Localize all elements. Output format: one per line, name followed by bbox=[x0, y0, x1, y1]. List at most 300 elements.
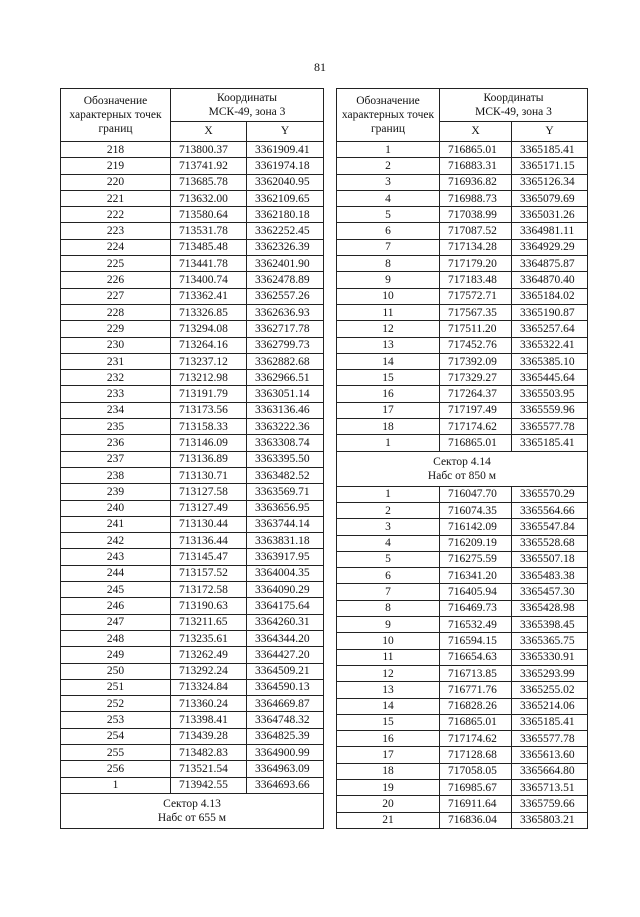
coord-x: 713326.85 bbox=[171, 304, 247, 320]
coord-x: 713127.49 bbox=[171, 500, 247, 516]
coord-x: 713400.74 bbox=[171, 272, 247, 288]
coord-y: 3365385.10 bbox=[512, 353, 588, 369]
point-number: 1 bbox=[61, 777, 171, 793]
point-number: 236 bbox=[61, 435, 171, 451]
coord-y: 3363222.36 bbox=[247, 419, 324, 435]
coord-y: 3365483.38 bbox=[512, 568, 588, 584]
coord-x: 716047.70 bbox=[440, 486, 512, 502]
coord-x: 716341.20 bbox=[440, 568, 512, 584]
point-number: 21 bbox=[337, 812, 440, 828]
coord-x: 716654.63 bbox=[440, 649, 512, 665]
table-row bbox=[337, 386, 588, 402]
table-row bbox=[337, 337, 588, 353]
table-row bbox=[337, 731, 588, 747]
section-subtitle: Набс от 850 м bbox=[427, 469, 497, 482]
table-row bbox=[337, 142, 588, 158]
coord-y: 3365547.84 bbox=[512, 519, 588, 535]
header-coordinates bbox=[171, 89, 324, 122]
coord-y: 3365257.64 bbox=[512, 321, 588, 337]
table-row bbox=[61, 516, 324, 532]
coord-x: 713360.24 bbox=[171, 696, 247, 712]
left-table-body bbox=[61, 142, 324, 794]
table-row bbox=[337, 402, 588, 418]
coord-x: 713158.33 bbox=[171, 419, 247, 435]
coord-y: 3365293.99 bbox=[512, 665, 588, 681]
coord-y: 3365664.80 bbox=[512, 763, 588, 779]
coord-x: 713136.89 bbox=[171, 451, 247, 467]
table-row bbox=[61, 435, 324, 451]
coord-y: 3362882.68 bbox=[247, 353, 324, 369]
coord-x: 713942.55 bbox=[171, 777, 247, 793]
coord-x: 717087.52 bbox=[440, 223, 512, 239]
point-number: 241 bbox=[61, 516, 171, 532]
table-row bbox=[61, 337, 324, 353]
coord-y: 3361909.41 bbox=[247, 142, 324, 158]
section-header-4-13 bbox=[61, 793, 324, 828]
point-number: 19 bbox=[337, 779, 440, 795]
table-row bbox=[337, 779, 588, 795]
table-row bbox=[337, 174, 588, 190]
coord-y: 3364669.87 bbox=[247, 696, 324, 712]
table-row bbox=[337, 796, 588, 812]
coord-x: 716209.19 bbox=[440, 535, 512, 551]
point-number: 249 bbox=[61, 647, 171, 663]
point-number: 223 bbox=[61, 223, 171, 239]
point-number: 5 bbox=[337, 551, 440, 567]
page-number: 81 bbox=[314, 60, 326, 74]
coord-y: 3365457.30 bbox=[512, 584, 588, 600]
coord-y: 3363395.50 bbox=[247, 451, 324, 467]
coord-y: 3363656.95 bbox=[247, 500, 324, 516]
coord-x: 716911.64 bbox=[440, 796, 512, 812]
coord-y: 3365322.41 bbox=[512, 337, 588, 353]
point-number: 5 bbox=[337, 207, 440, 223]
coord-y: 3365185.41 bbox=[512, 142, 588, 158]
point-number: 250 bbox=[61, 663, 171, 679]
header-coords-system: МСК-49, зона 3 bbox=[208, 105, 286, 118]
table-row bbox=[337, 633, 588, 649]
coord-y: 3365184.02 bbox=[512, 288, 588, 304]
coord-x: 713157.52 bbox=[171, 565, 247, 581]
point-number: 18 bbox=[337, 419, 440, 435]
point-number: 255 bbox=[61, 744, 171, 760]
table-row bbox=[61, 451, 324, 467]
table-row bbox=[337, 682, 588, 698]
coord-y: 3365185.41 bbox=[512, 714, 588, 730]
point-number: 220 bbox=[61, 174, 171, 190]
coord-x: 713441.78 bbox=[171, 256, 247, 272]
coord-y: 3364260.31 bbox=[247, 614, 324, 630]
header-coords-title: Координаты bbox=[483, 91, 544, 104]
coord-x: 713237.12 bbox=[171, 353, 247, 369]
point-number: 6 bbox=[337, 568, 440, 584]
point-number: 14 bbox=[337, 353, 440, 369]
table-row bbox=[61, 565, 324, 581]
table-row bbox=[61, 614, 324, 630]
coord-x: 713130.71 bbox=[171, 467, 247, 483]
coord-y: 3364175.64 bbox=[247, 598, 324, 614]
point-number: 1 bbox=[337, 142, 440, 158]
table-row bbox=[61, 370, 324, 386]
coord-x: 713190.63 bbox=[171, 598, 247, 614]
point-number: 229 bbox=[61, 321, 171, 337]
coord-y: 3362966.51 bbox=[247, 370, 324, 386]
point-number: 231 bbox=[61, 353, 171, 369]
coord-x: 717179.20 bbox=[440, 256, 512, 272]
coord-y: 3362717.78 bbox=[247, 321, 324, 337]
coord-x: 716985.67 bbox=[440, 779, 512, 795]
table-row bbox=[337, 419, 588, 435]
section-row-4-13 bbox=[61, 793, 324, 828]
table-row bbox=[337, 600, 588, 616]
coord-x: 716936.82 bbox=[440, 174, 512, 190]
table-row bbox=[61, 777, 324, 793]
table-row bbox=[61, 353, 324, 369]
coordinates-table-right bbox=[336, 88, 588, 829]
table-row bbox=[61, 712, 324, 728]
coord-y: 3364963.09 bbox=[247, 761, 324, 777]
coord-x: 713531.78 bbox=[171, 223, 247, 239]
point-number: 219 bbox=[61, 158, 171, 174]
point-number: 240 bbox=[61, 500, 171, 516]
coord-x: 713292.24 bbox=[171, 663, 247, 679]
coord-x: 716275.59 bbox=[440, 551, 512, 567]
coord-x: 716865.01 bbox=[440, 714, 512, 730]
table-row bbox=[61, 533, 324, 549]
coord-y: 3365171.15 bbox=[512, 158, 588, 174]
coord-y: 3363051.14 bbox=[247, 386, 324, 402]
coord-x: 717511.20 bbox=[440, 321, 512, 337]
table-row bbox=[337, 256, 588, 272]
coord-x: 717038.99 bbox=[440, 207, 512, 223]
table-row bbox=[61, 256, 324, 272]
coord-y: 3364981.11 bbox=[512, 223, 588, 239]
point-number: 233 bbox=[61, 386, 171, 402]
table-row bbox=[337, 747, 588, 763]
table-row bbox=[337, 763, 588, 779]
right-table-body-a bbox=[337, 142, 588, 452]
coord-y: 3364509.21 bbox=[247, 663, 324, 679]
point-number: 245 bbox=[61, 582, 171, 598]
point-number: 3 bbox=[337, 519, 440, 535]
table-row bbox=[337, 519, 588, 535]
header-point-label: Обозначение характерных точек границ bbox=[337, 89, 440, 142]
coord-y: 3365507.18 bbox=[512, 551, 588, 567]
coord-x: 716865.01 bbox=[440, 435, 512, 451]
point-number: 251 bbox=[61, 679, 171, 695]
coord-x: 713294.08 bbox=[171, 321, 247, 337]
table-row bbox=[61, 304, 324, 320]
coord-y: 3365803.21 bbox=[512, 812, 588, 828]
table-row bbox=[337, 223, 588, 239]
coord-x: 716142.09 bbox=[440, 519, 512, 535]
header-y: Y bbox=[247, 121, 324, 141]
coord-x: 713191.79 bbox=[171, 386, 247, 402]
table-row bbox=[61, 207, 324, 223]
coord-y: 3361974.18 bbox=[247, 158, 324, 174]
point-number: 253 bbox=[61, 712, 171, 728]
point-number: 228 bbox=[61, 304, 171, 320]
coord-x: 716988.73 bbox=[440, 190, 512, 206]
point-number: 254 bbox=[61, 728, 171, 744]
point-number: 16 bbox=[337, 731, 440, 747]
point-number: 247 bbox=[61, 614, 171, 630]
table-row bbox=[337, 698, 588, 714]
point-number: 13 bbox=[337, 337, 440, 353]
coord-y: 3365713.51 bbox=[512, 779, 588, 795]
point-number: 244 bbox=[61, 565, 171, 581]
coord-x: 713324.84 bbox=[171, 679, 247, 695]
coord-x: 713145.47 bbox=[171, 549, 247, 565]
section-title: Сектор 4.13 bbox=[163, 797, 221, 810]
coord-x: 716469.73 bbox=[440, 600, 512, 616]
point-number: 2 bbox=[337, 502, 440, 518]
point-number: 4 bbox=[337, 535, 440, 551]
coord-x: 713800.37 bbox=[171, 142, 247, 158]
point-number: 17 bbox=[337, 747, 440, 763]
coord-y: 3365445.64 bbox=[512, 370, 588, 386]
coord-y: 3363482.52 bbox=[247, 467, 324, 483]
coord-y: 3363308.74 bbox=[247, 435, 324, 451]
coord-y: 3364693.66 bbox=[247, 777, 324, 793]
coord-y: 3365428.98 bbox=[512, 600, 588, 616]
coord-y: 3365577.78 bbox=[512, 731, 588, 747]
section-header-4-14 bbox=[337, 451, 588, 486]
coord-y: 3364748.32 bbox=[247, 712, 324, 728]
table-row bbox=[337, 812, 588, 828]
table-row bbox=[337, 288, 588, 304]
table-row bbox=[337, 239, 588, 255]
coord-y: 3362401.90 bbox=[247, 256, 324, 272]
point-number: 14 bbox=[337, 698, 440, 714]
table-row bbox=[61, 190, 324, 206]
coord-x: 713482.83 bbox=[171, 744, 247, 760]
coord-x: 716074.35 bbox=[440, 502, 512, 518]
table-row bbox=[337, 321, 588, 337]
table-row bbox=[61, 744, 324, 760]
coord-y: 3364344.20 bbox=[247, 630, 324, 646]
coord-y: 3365190.87 bbox=[512, 304, 588, 320]
table-row bbox=[61, 402, 324, 418]
coord-y: 3362636.93 bbox=[247, 304, 324, 320]
point-number: 8 bbox=[337, 600, 440, 616]
coord-y: 3363831.18 bbox=[247, 533, 324, 549]
point-number: 248 bbox=[61, 630, 171, 646]
table-row bbox=[337, 649, 588, 665]
point-number: 16 bbox=[337, 386, 440, 402]
coord-y: 3363917.95 bbox=[247, 549, 324, 565]
point-number: 8 bbox=[337, 256, 440, 272]
coord-x: 717567.35 bbox=[440, 304, 512, 320]
coord-x: 713398.41 bbox=[171, 712, 247, 728]
point-number: 18 bbox=[337, 763, 440, 779]
header-coords-title: Координаты bbox=[217, 91, 277, 104]
point-number: 226 bbox=[61, 272, 171, 288]
coord-y: 3362252.45 bbox=[247, 223, 324, 239]
header-coords-system: МСК-49, зона 3 bbox=[475, 105, 552, 118]
coord-x: 717174.62 bbox=[440, 419, 512, 435]
coord-x: 713130.44 bbox=[171, 516, 247, 532]
point-number: 13 bbox=[337, 682, 440, 698]
coord-x: 717128.68 bbox=[440, 747, 512, 763]
coord-y: 3362109.65 bbox=[247, 190, 324, 206]
coord-y: 3364825.39 bbox=[247, 728, 324, 744]
coord-x: 713362.41 bbox=[171, 288, 247, 304]
table-row bbox=[61, 598, 324, 614]
table-row bbox=[61, 223, 324, 239]
point-number: 15 bbox=[337, 370, 440, 386]
point-number: 218 bbox=[61, 142, 171, 158]
coord-y: 3362040.95 bbox=[247, 174, 324, 190]
point-number: 237 bbox=[61, 451, 171, 467]
coord-y: 3362799.73 bbox=[247, 337, 324, 353]
coord-x: 716836.04 bbox=[440, 812, 512, 828]
point-number: 11 bbox=[337, 304, 440, 320]
table-row bbox=[337, 207, 588, 223]
coord-x: 717183.48 bbox=[440, 272, 512, 288]
coord-x: 717058.05 bbox=[440, 763, 512, 779]
coord-y: 3364900.99 bbox=[247, 744, 324, 760]
section-subtitle: Набс от 655 м bbox=[157, 811, 227, 824]
coord-y: 3365365.75 bbox=[512, 633, 588, 649]
point-number: 7 bbox=[337, 584, 440, 600]
table-row bbox=[61, 679, 324, 695]
point-number: 7 bbox=[337, 239, 440, 255]
table-row bbox=[61, 663, 324, 679]
coord-x: 713264.16 bbox=[171, 337, 247, 353]
point-number: 246 bbox=[61, 598, 171, 614]
coord-x: 713485.48 bbox=[171, 239, 247, 255]
point-number: 9 bbox=[337, 272, 440, 288]
coord-x: 713741.92 bbox=[171, 158, 247, 174]
coord-y: 3365079.69 bbox=[512, 190, 588, 206]
section-title: Сектор 4.14 bbox=[433, 455, 491, 468]
table-row bbox=[61, 288, 324, 304]
table-row bbox=[337, 190, 588, 206]
coord-y: 3365185.41 bbox=[512, 435, 588, 451]
coord-x: 717174.62 bbox=[440, 731, 512, 747]
coord-x: 716713.85 bbox=[440, 665, 512, 681]
table-row bbox=[61, 142, 324, 158]
coord-y: 3365528.68 bbox=[512, 535, 588, 551]
point-number: 12 bbox=[337, 321, 440, 337]
coord-y: 3364590.13 bbox=[247, 679, 324, 695]
table-row bbox=[61, 728, 324, 744]
coord-y: 3365031.26 bbox=[512, 207, 588, 223]
coord-y: 3365330.91 bbox=[512, 649, 588, 665]
coord-x: 717197.49 bbox=[440, 402, 512, 418]
coord-y: 3365559.96 bbox=[512, 402, 588, 418]
header-coordinates bbox=[440, 89, 588, 122]
coord-y: 3363136.46 bbox=[247, 402, 324, 418]
point-number: 243 bbox=[61, 549, 171, 565]
table-row bbox=[337, 584, 588, 600]
coord-y: 3363569.71 bbox=[247, 484, 324, 500]
coord-y: 3365214.06 bbox=[512, 698, 588, 714]
coord-x: 713173.56 bbox=[171, 402, 247, 418]
coord-y: 3364427.20 bbox=[247, 647, 324, 663]
coord-x: 717392.09 bbox=[440, 353, 512, 369]
coord-y: 3365126.34 bbox=[512, 174, 588, 190]
point-number: 9 bbox=[337, 617, 440, 633]
point-number: 12 bbox=[337, 665, 440, 681]
point-number: 230 bbox=[61, 337, 171, 353]
coord-y: 3365564.66 bbox=[512, 502, 588, 518]
table-row bbox=[61, 549, 324, 565]
coord-x: 717264.37 bbox=[440, 386, 512, 402]
point-number: 242 bbox=[61, 533, 171, 549]
coord-x: 713127.58 bbox=[171, 484, 247, 500]
table-row bbox=[337, 158, 588, 174]
table-row bbox=[61, 174, 324, 190]
point-number: 3 bbox=[337, 174, 440, 190]
header-point-label: Обозначение характерных точек границ bbox=[61, 89, 171, 142]
header-y: Y bbox=[512, 121, 588, 141]
table-row bbox=[337, 272, 588, 288]
table-row bbox=[61, 647, 324, 663]
table-row bbox=[337, 353, 588, 369]
point-number: 15 bbox=[337, 714, 440, 730]
coord-x: 713136.44 bbox=[171, 533, 247, 549]
table-row bbox=[61, 761, 324, 777]
coord-x: 713439.28 bbox=[171, 728, 247, 744]
coord-y: 3362180.18 bbox=[247, 207, 324, 223]
table-row bbox=[337, 502, 588, 518]
coord-y: 3365255.02 bbox=[512, 682, 588, 698]
point-number: 225 bbox=[61, 256, 171, 272]
point-number: 222 bbox=[61, 207, 171, 223]
point-number: 11 bbox=[337, 649, 440, 665]
coord-x: 717329.27 bbox=[440, 370, 512, 386]
point-number: 17 bbox=[337, 402, 440, 418]
coordinates-table-left bbox=[60, 88, 324, 829]
table-row bbox=[61, 696, 324, 712]
coord-x: 713262.49 bbox=[171, 647, 247, 663]
point-number: 10 bbox=[337, 633, 440, 649]
table-row bbox=[337, 304, 588, 320]
table-row bbox=[61, 321, 324, 337]
coord-y: 3363744.14 bbox=[247, 516, 324, 532]
point-number: 256 bbox=[61, 761, 171, 777]
coord-x: 716828.26 bbox=[440, 698, 512, 714]
point-number: 252 bbox=[61, 696, 171, 712]
coord-x: 713146.09 bbox=[171, 435, 247, 451]
coord-x: 716771.76 bbox=[440, 682, 512, 698]
coord-x: 713172.58 bbox=[171, 582, 247, 598]
coord-x: 716532.49 bbox=[440, 617, 512, 633]
point-number: 1 bbox=[337, 435, 440, 451]
coord-x: 713632.00 bbox=[171, 190, 247, 206]
coord-y: 3364004.35 bbox=[247, 565, 324, 581]
table-row bbox=[61, 419, 324, 435]
point-number: 232 bbox=[61, 370, 171, 386]
header-x: X bbox=[171, 121, 247, 141]
coord-y: 3365398.45 bbox=[512, 617, 588, 633]
table-row bbox=[61, 484, 324, 500]
coord-x: 716405.94 bbox=[440, 584, 512, 600]
coord-y: 3365503.95 bbox=[512, 386, 588, 402]
coord-x: 716883.31 bbox=[440, 158, 512, 174]
point-number: 227 bbox=[61, 288, 171, 304]
coord-x: 713580.64 bbox=[171, 207, 247, 223]
table-row bbox=[337, 535, 588, 551]
coord-y: 3365759.66 bbox=[512, 796, 588, 812]
point-number: 10 bbox=[337, 288, 440, 304]
table-row bbox=[61, 467, 324, 483]
table-row bbox=[337, 435, 588, 451]
point-number: 238 bbox=[61, 467, 171, 483]
point-number: 1 bbox=[337, 486, 440, 502]
